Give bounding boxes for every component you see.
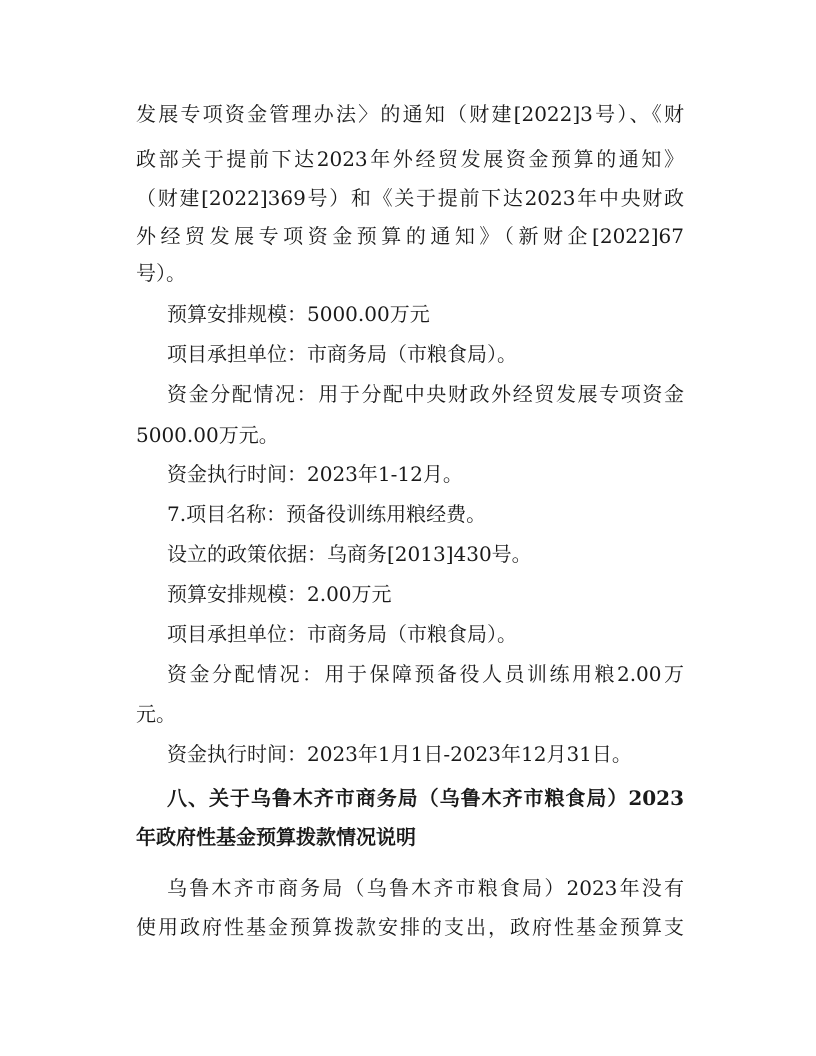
body-text-line: 发展专项资金管理办法〉的通知（财建[2022]3号）、《财: [136, 102, 684, 126]
responsible-unit-line: 项目承担单位：市商务局（市粮食局）。: [167, 342, 517, 366]
body-text-line: 外经贸发展专项资金预算的通知》（新财企[2022]67: [136, 224, 684, 248]
execution-time-line: 资金执行时间：2023年1月1日-2023年12月31日。: [167, 742, 632, 766]
body-text-line: 乌鲁木齐市商务局（乌鲁木齐市粮食局）2023年没有: [167, 876, 684, 900]
section-heading: 八、关于乌鲁木齐市商务局（乌鲁木齐市粮食局）2023: [167, 786, 684, 810]
project-name-line: 7.项目名称：预备役训练用粮经费。: [167, 502, 487, 526]
body-text-line: 5000.00万元。: [136, 423, 279, 447]
fund-allocation-line: 资金分配情况：用于分配中央财政外经贸发展专项资金: [167, 382, 684, 406]
section-heading: 年政府性基金预算拨款情况说明: [136, 825, 416, 849]
fund-allocation-line: 资金分配情况：用于保障预备役人员训练用粮2.00万: [167, 662, 684, 686]
budget-scale-line: 预算安排规模：5000.00万元: [167, 302, 430, 326]
body-text-line: （财建[2022]369号）和《关于提前下达2023年中央财政: [136, 186, 684, 210]
body-text-line: 政部关于提前下达2023年外经贸发展资金预算的通知》: [136, 147, 684, 171]
budget-scale-line: 预算安排规模：2.00万元: [167, 582, 392, 606]
body-text-line: 号）。: [136, 261, 186, 285]
execution-time-line: 资金执行时间：2023年1-12月。: [167, 462, 463, 486]
responsible-unit-line: 项目承担单位：市商务局（市粮食局）。: [167, 622, 517, 646]
body-text-line: 元。: [136, 702, 176, 726]
body-text-line: 使用政府性基金预算拨款安排的支出，政府性基金预算支: [136, 915, 684, 939]
policy-basis-line: 设立的政策依据：乌商务[2013]430号。: [167, 542, 532, 566]
